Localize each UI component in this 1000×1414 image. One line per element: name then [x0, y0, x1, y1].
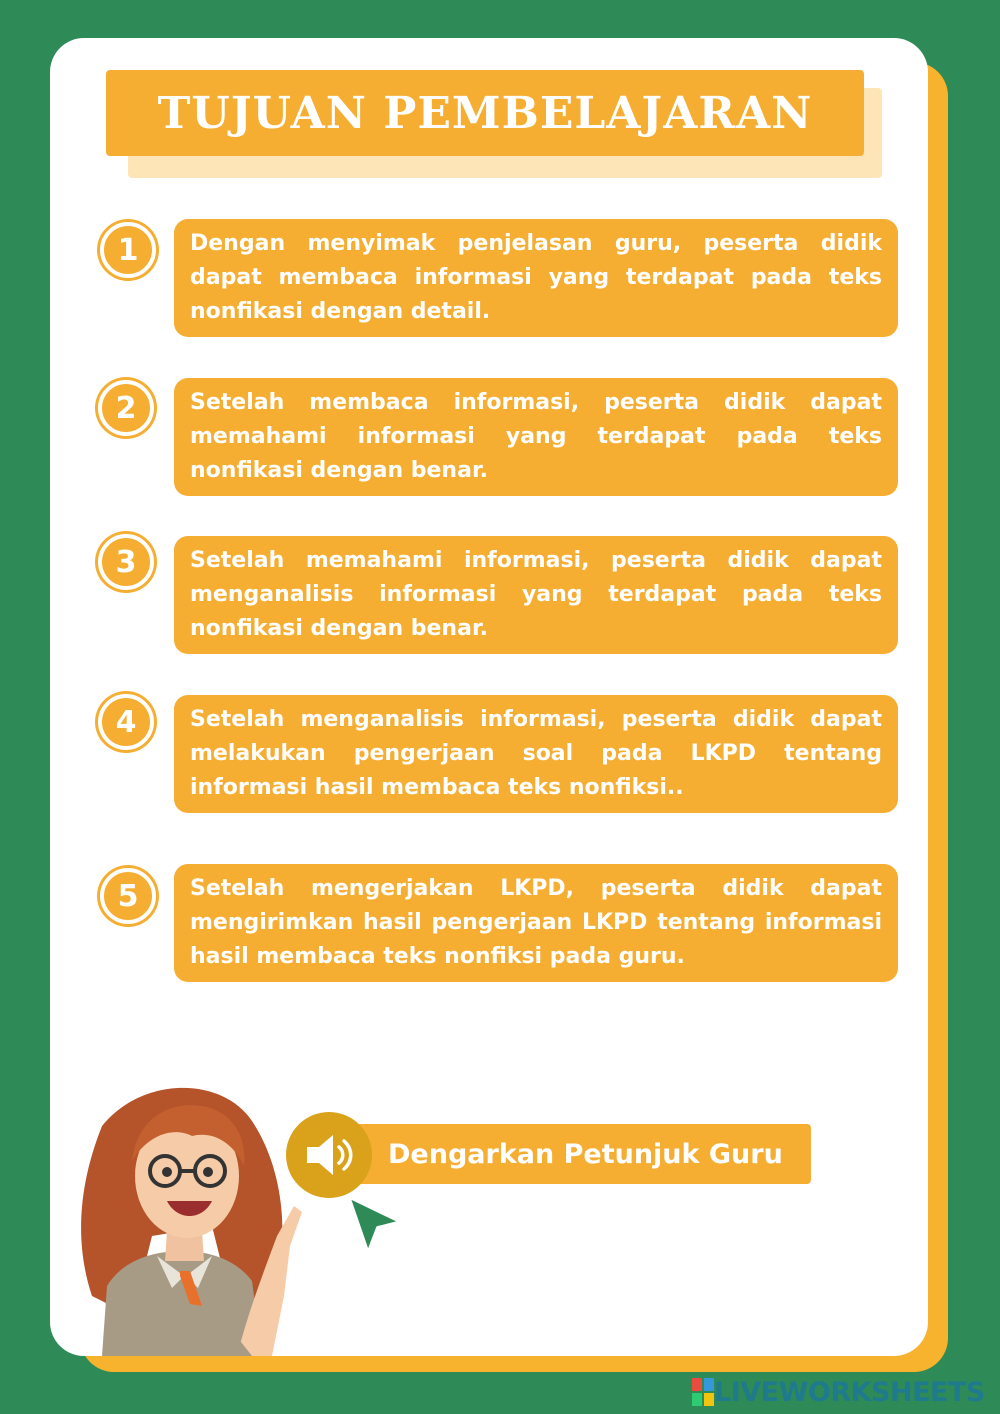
objective-number-3: 3 — [98, 534, 154, 590]
objective-item-2 — [174, 378, 898, 496]
brand-logo[interactable] — [692, 1376, 985, 1408]
objective-text-1: Dengan menyimak penjelasan guru, peserta didik dapat membaca informasi yang terdapat pada teks nonfikasi dengan detail. — [190, 231, 882, 324]
cursor-arrow-icon — [344, 1192, 406, 1258]
objective-item-1 — [174, 219, 898, 337]
objective-item-5 — [174, 864, 898, 982]
objective-number-2: 2 — [98, 380, 154, 436]
objective-text-4: Setelah menganalisis informasi, peserta didik dapat melakukan pengerjaan soal pada LKPD tentang informasi hasil membaca teks nonfiksi.. — [190, 707, 882, 800]
audio-instruction-bar[interactable] — [340, 1124, 811, 1184]
objective-item-4 — [174, 695, 898, 813]
objective-text-2: Setelah membaca informasi, peserta didik dapat memahami informasi yang terdapat pada teks nonfikasi dengan benar. — [190, 390, 882, 483]
page-title: TUJUAN PEMBELAJARAN — [157, 87, 813, 139]
title-banner — [106, 70, 864, 156]
speaker-button[interactable] — [286, 1112, 372, 1198]
objective-number-5: 5 — [100, 868, 156, 924]
audio-instruction-label: Dengarkan Petunjuk Guru — [388, 1138, 783, 1170]
brand-name: LIVEWORKSHEETS — [714, 1376, 985, 1408]
speaker-icon — [301, 1131, 357, 1179]
objective-item-3 — [174, 536, 898, 654]
liveworksheets-logo-icon — [692, 1378, 714, 1406]
objective-text-5: Setelah mengerjakan LKPD, peserta didik dapat mengirimkan hasil pengerjaan LKPD tentang informasi hasil membaca teks nonfiksi pada guru. — [190, 876, 882, 969]
objective-text-3: Setelah memahami informasi, peserta didik dapat menganalisis informasi yang terdapat pada teks nonfikasi dengan benar. — [190, 548, 882, 641]
objective-number-1: 1 — [100, 222, 156, 278]
objective-number-4: 4 — [98, 694, 154, 750]
teacher-illustration — [62, 1066, 312, 1356]
